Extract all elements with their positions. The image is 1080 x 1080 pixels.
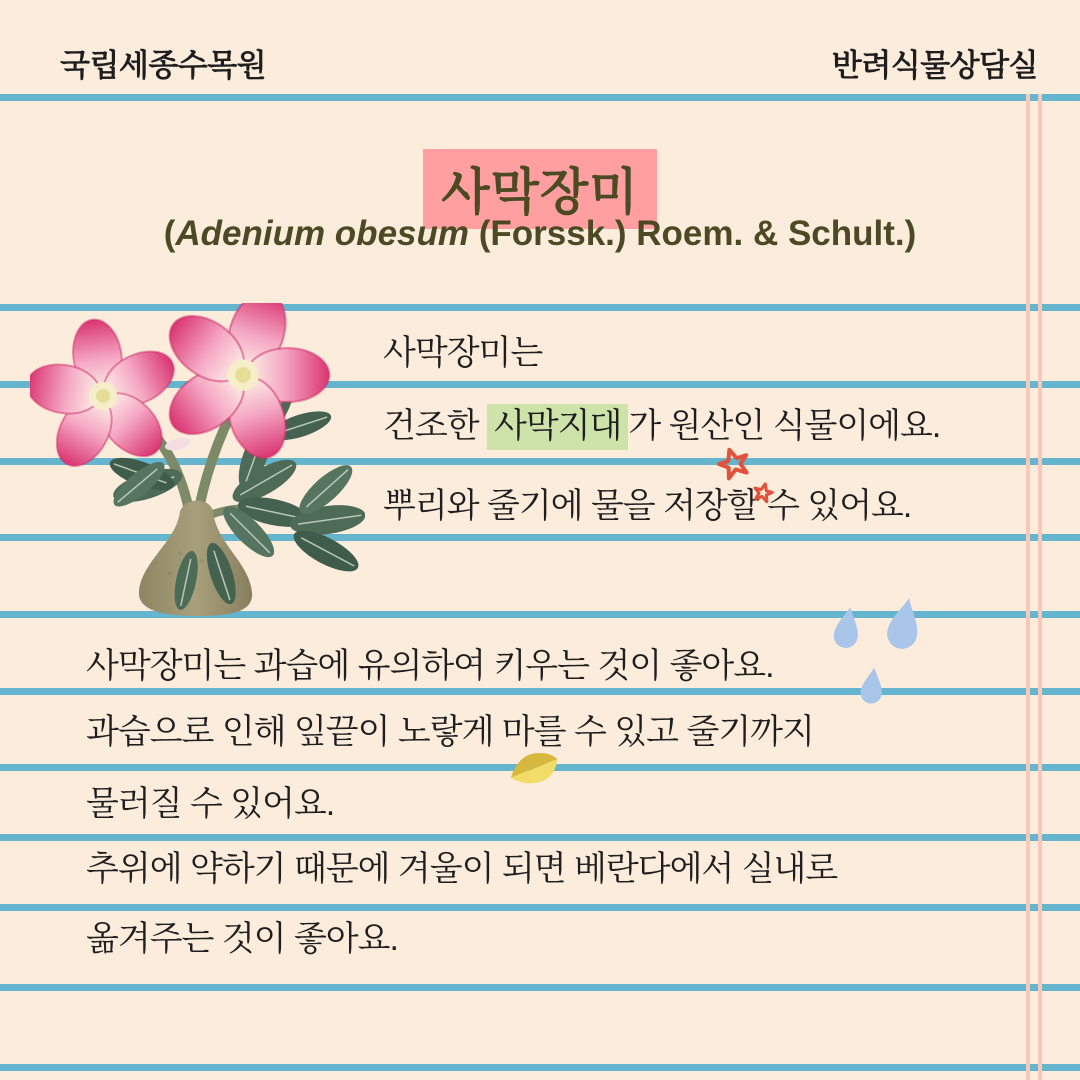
- intro-line-1: 사막장미는: [383, 334, 543, 372]
- ruled-line: [0, 1064, 1080, 1071]
- header-left-label: 국립세종수목원: [60, 48, 267, 83]
- care-line-3: 물러질 수 있어요.: [86, 785, 335, 823]
- scientific-name: [0, 214, 1080, 254]
- care-line-5: 옮겨주는 것이 좋아요.: [86, 920, 398, 958]
- intro-line-2-post: 가 원산인 식물이에요.: [628, 407, 941, 445]
- desert-rose-plant-photo: [30, 303, 365, 633]
- water-drop-icon: [820, 578, 940, 713]
- ruled-line: [0, 984, 1080, 991]
- care-line-4: 추위에 약하기 때문에 겨울이 되면 베란다에서 실내로: [86, 850, 838, 888]
- leaf-doodle-icon: [501, 746, 567, 792]
- page-title: 사막장미: [423, 149, 656, 229]
- star-doodle-icon: [706, 436, 796, 516]
- header-right-label: 반려식물상담실: [831, 48, 1038, 83]
- ruled-line: [0, 834, 1080, 841]
- intro-line-2: [383, 406, 940, 447]
- scientific-name-species: Adenium obesum: [175, 214, 469, 253]
- desert-zone-highlight: 사막지대: [487, 404, 628, 450]
- intro-line-2-pre: 건조한: [383, 407, 487, 445]
- ruled-line: [0, 94, 1080, 101]
- ruled-line: [0, 904, 1080, 911]
- intro-line-3: 뿌리와 줄기에 물을 저장할 수 있어요.: [383, 487, 912, 525]
- scientific-name-open: (: [163, 214, 176, 253]
- scientific-name-authority: (Forssk.) Roem. & Schult.): [469, 214, 917, 253]
- care-line-1: 사막장미는 과습에 유의하여 키우는 것이 좋아요.: [86, 647, 774, 685]
- care-line-2: 과습으로 인해 잎끝이 노랗게 마를 수 있고 줄기까지: [86, 713, 814, 751]
